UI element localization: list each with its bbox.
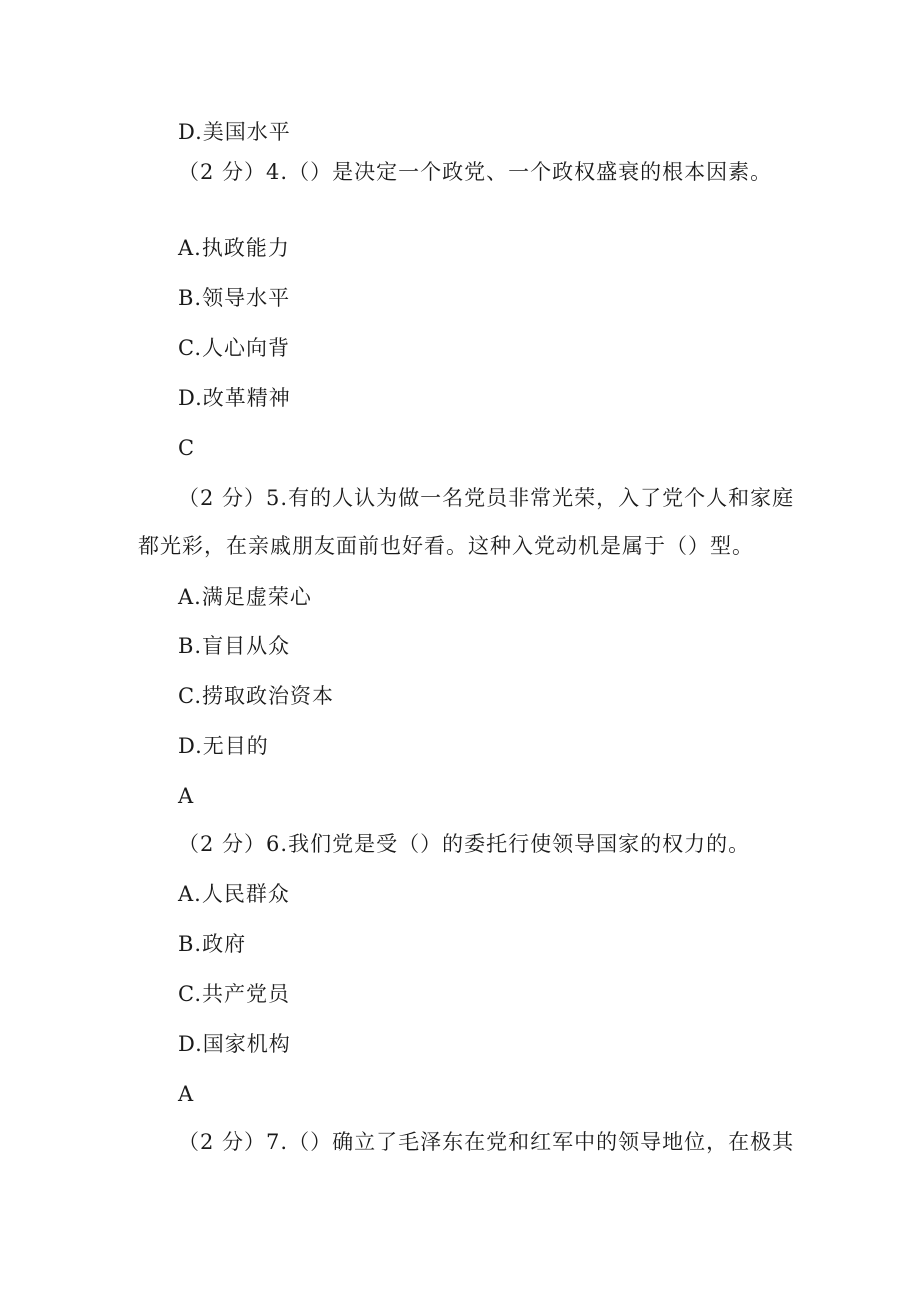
- q4-stem: （2 分）4.（）是决定一个政党、一个政权盛衰的根本因素。: [178, 160, 773, 184]
- q4-answer: C: [178, 436, 196, 460]
- q6-option-d: D.国家机构: [178, 1032, 291, 1056]
- q5-answer: A: [178, 784, 195, 808]
- q5-option-b: B.盲目从众: [178, 634, 291, 658]
- q4-option-c: C.人心向背: [178, 336, 290, 360]
- q3-option-d: D.美国水平: [178, 120, 291, 144]
- q7-stem-line1: （2 分）7.（）确立了毛泽东在党和红军中的领导地位，在极其: [178, 1130, 795, 1154]
- q6-option-b: B.政府: [178, 932, 247, 956]
- q5-option-c: C.捞取政治资本: [178, 684, 334, 708]
- q4-option-d: D.改革精神: [178, 386, 291, 410]
- q6-stem: （2 分）6.我们党是受（）的委托行使领导国家的权力的。: [178, 832, 751, 856]
- q5-option-a: A.满足虚荣心: [178, 585, 312, 609]
- q6-answer: A: [178, 1082, 195, 1106]
- q5-stem-line2: 都光彩，在亲戚朋友面前也好看。这种入党动机是属于（）型。: [138, 534, 754, 558]
- q4-option-a: A.执政能力: [178, 236, 290, 260]
- q5-stem-line1: （2 分）5.有的人认为做一名党员非常光荣，入了党个人和家庭: [178, 486, 795, 510]
- q4-option-b: B.领导水平: [178, 286, 291, 310]
- q6-option-c: C.共产党员: [178, 982, 290, 1006]
- q5-option-d: D.无目的: [178, 734, 269, 758]
- q6-option-a: A.人民群众: [178, 882, 290, 906]
